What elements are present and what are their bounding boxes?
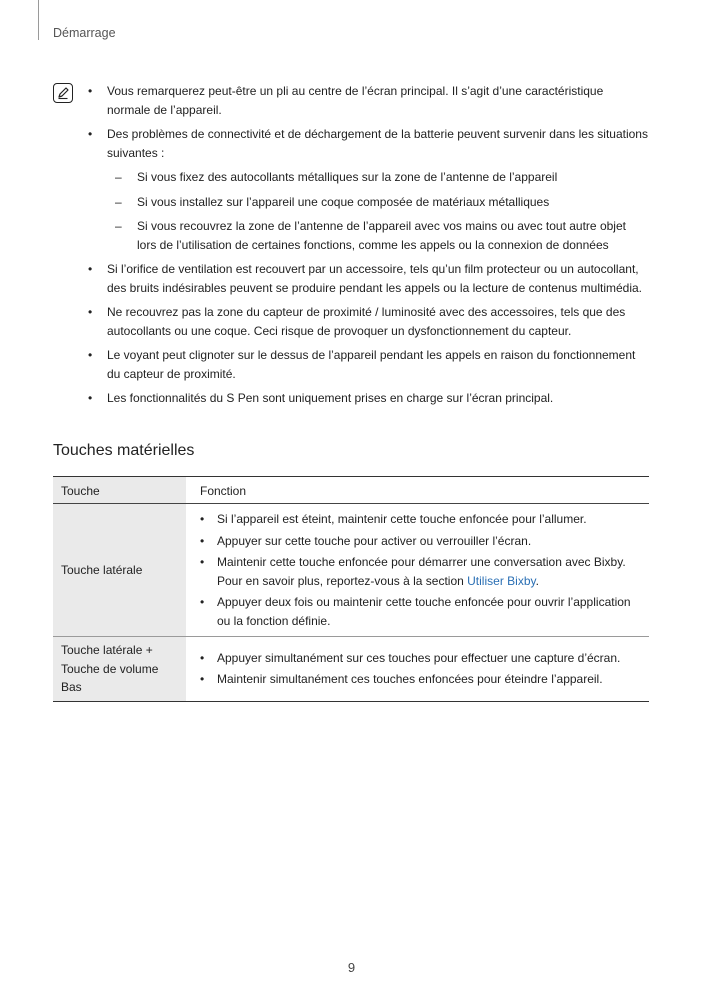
sub-item — [107, 193, 648, 212]
note-text: Ne recouvrez pas la zone du capteur de proximité / luminosité avec des accessoires, tels que des autocollants ou une coque. Ceci risque de provoquer un dysfonctionnement du capteur. — [107, 305, 626, 338]
function-text: Maintenir simultanément ces touches enfoncées pour éteindre l’appareil. — [217, 672, 603, 687]
sub-list — [107, 168, 648, 254]
table-row — [53, 504, 649, 637]
section-header: Démarrage — [53, 26, 116, 40]
function-item — [200, 532, 643, 551]
bullet: • — [88, 348, 93, 362]
function-item — [200, 670, 643, 689]
bullet: • — [88, 305, 93, 319]
note-text: Le voyant peut clignoter sur le dessus de l’appareil pendant les appels en raison du fonctionnement du capteur de proximité. — [107, 348, 636, 381]
function-text: Appuyer deux fois ou maintenir cette touche enfoncée pour ouvrir l’application ou la fonction définie. — [217, 595, 631, 628]
note-item — [88, 82, 648, 119]
function-cell — [186, 637, 649, 702]
column-header-function: Fonction — [186, 477, 649, 504]
section-title: Touches matérielles — [53, 442, 195, 459]
function-item — [200, 553, 643, 590]
dash: – — [115, 194, 122, 209]
sub-item-text: Si vous recouvrez la zone de l’antenne de l’appareil avec vos mains ou avec tout autre objet lors de l’utilisation de certaines fonctions, comme les appels ou la connexion de données — [137, 219, 626, 252]
bullet: • — [88, 262, 93, 276]
header-rule — [38, 0, 39, 40]
key-cell: Touche latérale + Touche de volume Bas — [53, 637, 186, 702]
note-item — [88, 346, 648, 383]
link-suffix: . — [535, 573, 539, 588]
function-cell — [186, 504, 649, 637]
note-item — [88, 303, 648, 340]
note-icon — [53, 83, 73, 103]
note-item — [88, 389, 648, 408]
bullet: • — [88, 127, 93, 141]
note-text: Des problèmes de connectivité et de déchargement de la batterie peuvent survenir dans les situations suivantes : — [107, 127, 648, 160]
note-text: Si l’orifice de ventilation est recouvert par un accessoire, tels qu’un film protecteur ou un autocollant, des bruits indésirables peuvent se produire pendant les appels ou la lecture de contenus multimédia. — [107, 262, 642, 295]
sub-item-text: Si vous fixez des autocollants métalliques sur la zone de l’antenne de l’appareil — [137, 170, 558, 184]
function-item — [200, 593, 643, 630]
table-row — [53, 637, 649, 702]
note-text: Les fonctionnalités du S Pen sont uniquement prises en charge sur l’écran principal. — [107, 391, 554, 405]
bullet: • — [200, 533, 205, 548]
bullet: • — [200, 512, 205, 526]
bullet: • — [200, 672, 205, 687]
table-header-row — [53, 477, 649, 504]
notes-list — [88, 82, 648, 414]
page-number: 9 — [347, 960, 356, 975]
note-item — [88, 260, 648, 297]
bullet: • — [88, 391, 93, 405]
function-item — [200, 510, 643, 529]
key-cell: Touche latérale — [53, 504, 186, 637]
bullet: • — [200, 555, 205, 569]
column-header-key: Touche — [53, 477, 186, 504]
sub-item — [107, 168, 648, 187]
bullet: • — [200, 650, 205, 665]
sub-item-text: Si vous installez sur l’appareil une coque composée de matériaux métalliques — [137, 194, 550, 209]
dash: – — [115, 170, 122, 184]
sub-item — [107, 217, 648, 254]
function-text: Maintenir cette touche enfoncée pour démarrer une conversation avec Bixby. Pour en savoir plus, reportez-vous à la section — [217, 555, 626, 588]
dash: – — [115, 219, 122, 233]
note-item — [88, 125, 648, 254]
note-text: Vous remarquerez peut-être un pli au centre de l’écran principal. Il s’agit d’une caractéristique normale de l’appareil. — [107, 84, 604, 117]
bullet: • — [88, 84, 93, 98]
function-text: Si l’appareil est éteint, maintenir cette touche enfoncée pour l’allumer. — [217, 512, 587, 526]
hardware-keys-table — [53, 476, 649, 702]
function-item — [200, 649, 643, 668]
bullet: • — [200, 595, 205, 609]
function-text: Appuyer simultanément sur ces touches pour effectuer une capture d’écran. — [217, 650, 621, 665]
bixby-link[interactable]: Utiliser Bixby — [467, 573, 536, 588]
function-text: Appuyer sur cette touche pour activer ou verrouiller l’écran. — [217, 533, 532, 548]
